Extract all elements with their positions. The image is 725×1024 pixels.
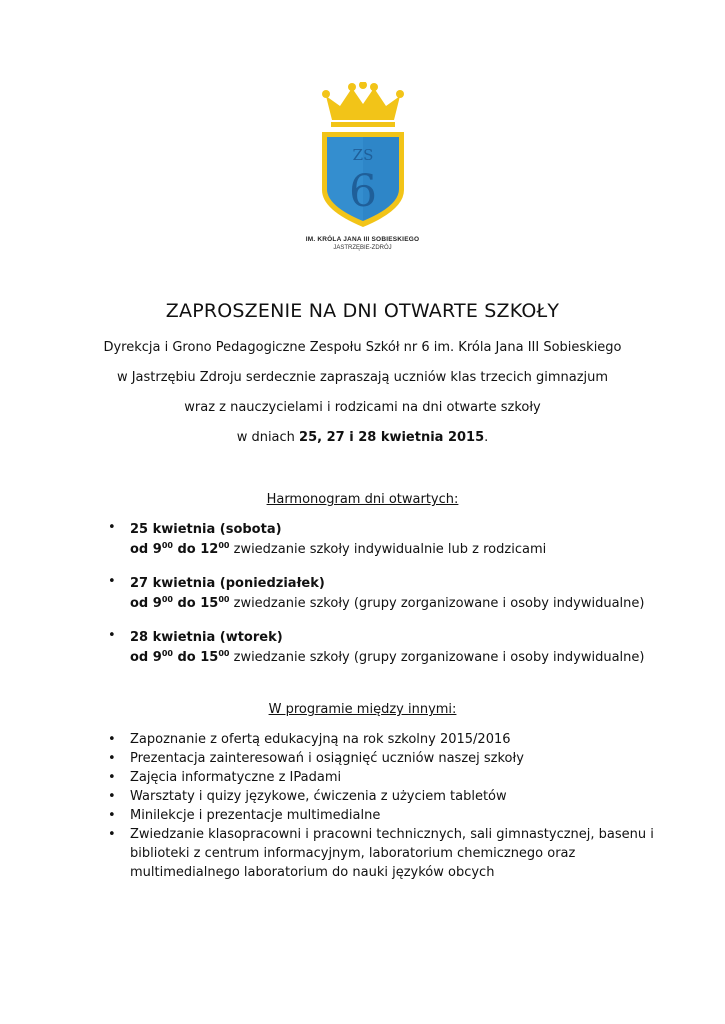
bullet-icon: •	[108, 520, 116, 535]
program-item: • Prezentacja zainteresowań i osiągnięć uczniów naszej szkoły	[108, 751, 524, 766]
logo-caption-name: IM. KRÓLA JANA III SOBIESKIEGO	[305, 236, 420, 243]
schedule-desc: zwiedzanie szkoły (grupy zorganizowane i osoby indywidualne)	[229, 650, 645, 665]
schedule-hours: od $9^{00}$ do $12^{00}$ zwiedzanie szkoły indywidualnie lub z rodzicami	[130, 541, 547, 557]
program-item: • Warsztaty i quizy językowe, ćwiczenia z użyciem tabletów	[108, 789, 507, 804]
program-item: • Minilekcje i prezentacje multimedialne	[108, 808, 381, 823]
logo-caption-city: JASTRZĘBIE-ZDRÓJ	[333, 245, 392, 251]
schedule-item	[108, 520, 668, 560]
schedule-hours: od $9^{00}$ do $15^{00}$ zwiedzanie szkoły (grupy zorganizowane i osoby indywidualne)	[130, 595, 645, 611]
shield-number: 6	[348, 166, 377, 217]
intro-line-1: Dyrekcja i Grono Pedagogiczne Zespołu Szkół nr 6 im. Króla Jana III Sobieskiego	[103, 340, 622, 355]
program-list	[108, 730, 668, 882]
bullet-icon: •	[108, 808, 116, 823]
bullet-icon: •	[108, 732, 116, 747]
crown-icon	[322, 82, 404, 127]
schedule-hours: od $9^{00}$ do $15^{00}$ zwiedzanie szkoły (grupy zorganizowane i osoby indywidualne)	[130, 649, 645, 665]
schedule-heading: Harmonogram dni otwartych:	[266, 492, 459, 507]
intro-line-3: wraz z nauczycielami i rodzicami na dni otwarte szkoły	[184, 400, 541, 415]
bullet-icon: •	[108, 574, 116, 589]
bullet-icon: •	[108, 751, 116, 766]
intro-dates: 25, 27 i 28 kwietnia 2015	[299, 430, 485, 445]
schedule-item	[108, 574, 668, 614]
schedule-day: 25 kwietnia (sobota)	[130, 522, 282, 537]
intro-line-4	[0, 430, 725, 445]
schedule-day: 27 kwietnia (poniedziałek)	[130, 576, 325, 591]
schedule-item	[108, 628, 668, 668]
intro-line-2: w Jastrzębiu Zdroju serdecznie zapraszają uczniów klas trzecich gimnazjum	[116, 370, 609, 385]
program-item: • Zajęcia informatyczne z IPadami	[108, 770, 342, 785]
intro-dates-prefix: w dniach	[236, 430, 300, 445]
schedule-desc: zwiedzanie szkoły (grupy zorganizowane i osoby indywidualne)	[229, 596, 645, 611]
bullet-icon: •	[108, 827, 116, 842]
school-logo	[0, 82, 725, 251]
shield-letters: ZS	[352, 146, 373, 164]
bullet-icon: •	[108, 628, 116, 643]
crown-shield-emblem	[318, 82, 408, 232]
schedule-list	[108, 520, 668, 682]
program-item: • Zwiedzanie klasopracowni i pracowni technicznych, sali gimnastycznej, basenu i biblioteki z centrum informacyjnym, laboratorium chemicznego oraz multimedialnego laboratorium do nauki języków obcych	[108, 827, 654, 880]
schedule-day: 28 kwietnia (wtorek)	[130, 630, 283, 645]
bullet-icon: •	[108, 770, 116, 785]
page-title: ZAPROSZENIE NA DNI OTWARTE SZKOŁY	[165, 300, 560, 322]
program-heading: W programie między innymi:	[268, 702, 457, 717]
intro-dates-suffix: .	[484, 430, 489, 445]
bullet-icon: •	[108, 789, 116, 804]
schedule-desc: zwiedzanie szkoły indywidualnie lub z rodzicami	[229, 542, 547, 557]
program-item: • Zapoznanie z ofertą edukacyjną na rok szkolny 2015/2016	[108, 732, 511, 747]
